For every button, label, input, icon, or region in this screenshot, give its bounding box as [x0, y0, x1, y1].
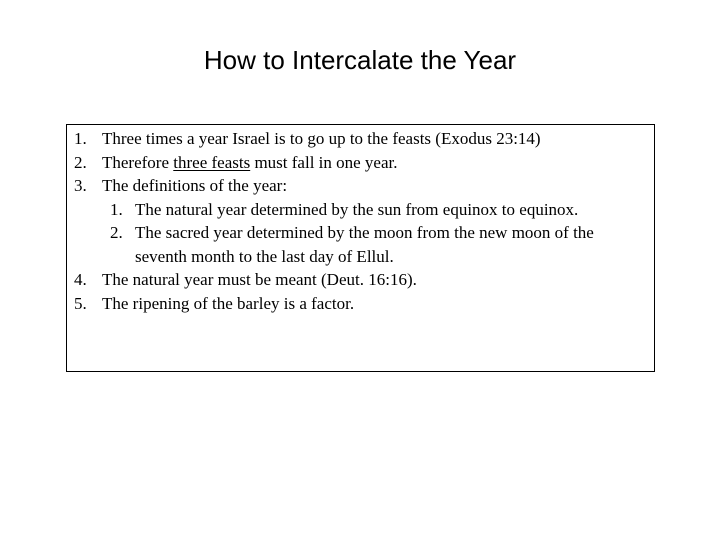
sub-list-number: 2.: [110, 223, 123, 242]
list-item-text: The natural year must be meant (Deut. 16:16).: [102, 270, 417, 289]
content-box: [66, 124, 655, 372]
sub-list-item-text: The sacred year determined by the moon from the new moon of the seventh month to the last day of Ellul.: [135, 223, 594, 266]
list-item-text: The definitions of the year:: [102, 176, 288, 195]
list-item: [67, 151, 654, 175]
list-item: [67, 292, 654, 316]
list-item: [67, 127, 654, 151]
list-item-text-after: must fall in one year.: [250, 152, 398, 172]
list-number: 3.: [74, 176, 87, 195]
list-number: 2.: [74, 152, 87, 172]
numbered-list: [67, 127, 654, 315]
list-item-text-before: Therefore: [102, 152, 174, 172]
sub-list-number: 1.: [110, 199, 123, 219]
sub-list: [102, 198, 654, 269]
slide-title: How to Intercalate the Year: [203, 45, 517, 75]
underlined-phrase: three feasts: [173, 152, 251, 172]
sub-list-item-text: The natural year determined by the sun from equinox to equinox.: [135, 199, 579, 219]
list-item: [67, 268, 654, 292]
list-number: 1.: [74, 129, 87, 148]
list-item-text: The ripening of the barley is a factor.: [102, 293, 355, 313]
list-item-text: Three times a year Israel is to go up to the feasts (Exodus 23:14): [102, 129, 541, 148]
sub-list-item: [67, 198, 654, 222]
list-item-text: [102, 153, 398, 172]
sub-list-item: [67, 221, 654, 268]
list-number: 4.: [74, 270, 87, 289]
list-number: 5.: [74, 293, 87, 313]
list-item: [67, 174, 654, 268]
